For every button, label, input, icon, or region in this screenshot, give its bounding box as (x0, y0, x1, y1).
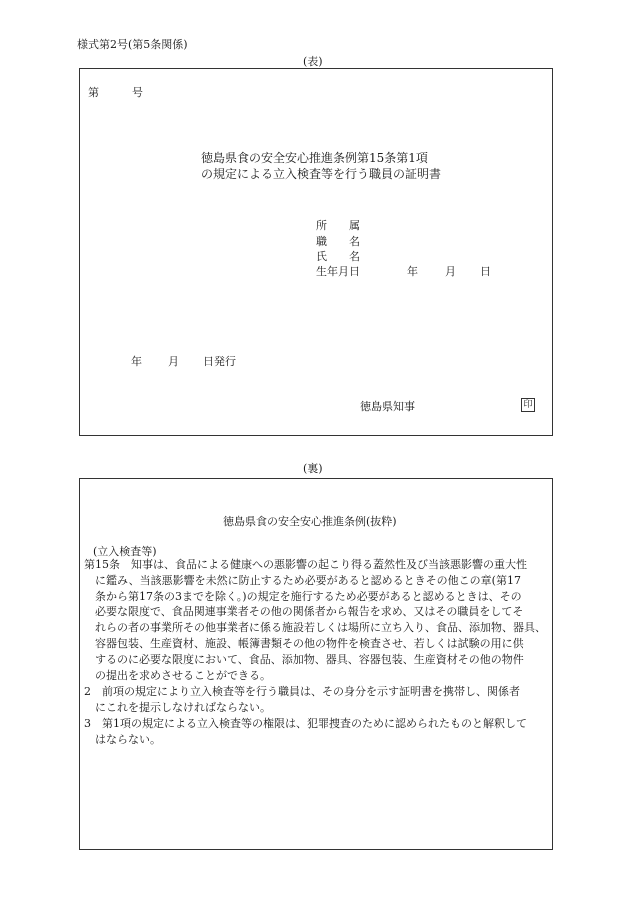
seal-stamp: 印 (521, 398, 535, 412)
birth-month-label: 月 (445, 265, 456, 278)
issue-day-label: 日発行 (203, 355, 236, 368)
front-caption: (表) (303, 55, 323, 68)
article-line: するのに必要な限度において、食品、添加物、器具、容器包装、生産資材その他の物件 (95, 652, 524, 666)
paragraph-line: 3 第1項の規定による立入検査等の権限は、犯罪捜査のために認められたものと解釈して (84, 717, 527, 730)
article-line: の提出を求めさせることができる。 (95, 668, 271, 682)
number-prefix: 第 (88, 86, 99, 99)
article-15-paragraph (84, 557, 546, 683)
certificate-title-line1: 徳島県食の安全安心推進条例第15条第1項 (201, 151, 428, 165)
excerpt-title: 徳島県食の安全安心推進条例(抜粋) (223, 515, 397, 528)
field-position: 職 名 (316, 235, 360, 248)
issue-year-label: 年 (131, 355, 142, 368)
field-affiliation: 所 属 (316, 219, 360, 232)
paragraph-line: にこれを提示しなければならない。 (95, 700, 271, 714)
issuer-name: 徳島県知事 (360, 400, 415, 413)
issue-month-label: 月 (168, 355, 179, 368)
article-line: 条から第17条の3までを除く。)の規定を施行するため必要があると認めるときは、その (95, 589, 522, 603)
paragraph-3 (84, 716, 527, 748)
paragraph-line: はならない。 (95, 732, 161, 746)
article-line: 容器包装、生産資材、施設、帳簿書類その他の物件を検査させ、若しくは試験の用に供 (95, 636, 524, 650)
field-name: 氏 名 (316, 250, 360, 263)
article-line: 第15条 知事は、食品による健康への悪影響の起こり得る蓋然性及び当該悪影響の重大性 (84, 558, 527, 571)
section-heading: (立入検査等) (93, 545, 157, 558)
form-label: 様式第2号(第5条関係) (77, 38, 188, 51)
birth-year-label: 年 (407, 265, 418, 278)
article-line: れらの者の事業所その他事業者に係る施設若しくは場所に立ち入り、食品、添加物、器具、 (95, 621, 546, 635)
paragraph-line: 2 前項の規定により立入検査等を行う職員は、その身分を示す証明書を携帯し、関係者 (84, 685, 520, 698)
number-suffix: 号 (132, 86, 143, 99)
back-caption: (裏) (303, 462, 323, 475)
birth-day-label: 日 (480, 265, 491, 278)
paragraph-2 (84, 684, 520, 716)
certificate-title-line2: の規定による立入検査等を行う職員の証明書 (201, 167, 442, 181)
article-line: 必要な限度で、食品関連事業者その他の関係者から報告を求め、又はその職員をしてそ (95, 605, 524, 619)
field-birthdate: 生年月日 (316, 265, 360, 278)
article-line: に鑑み、当該悪影響を未然に防止するため必要があると認めるときその他この章(第17 (95, 573, 521, 587)
